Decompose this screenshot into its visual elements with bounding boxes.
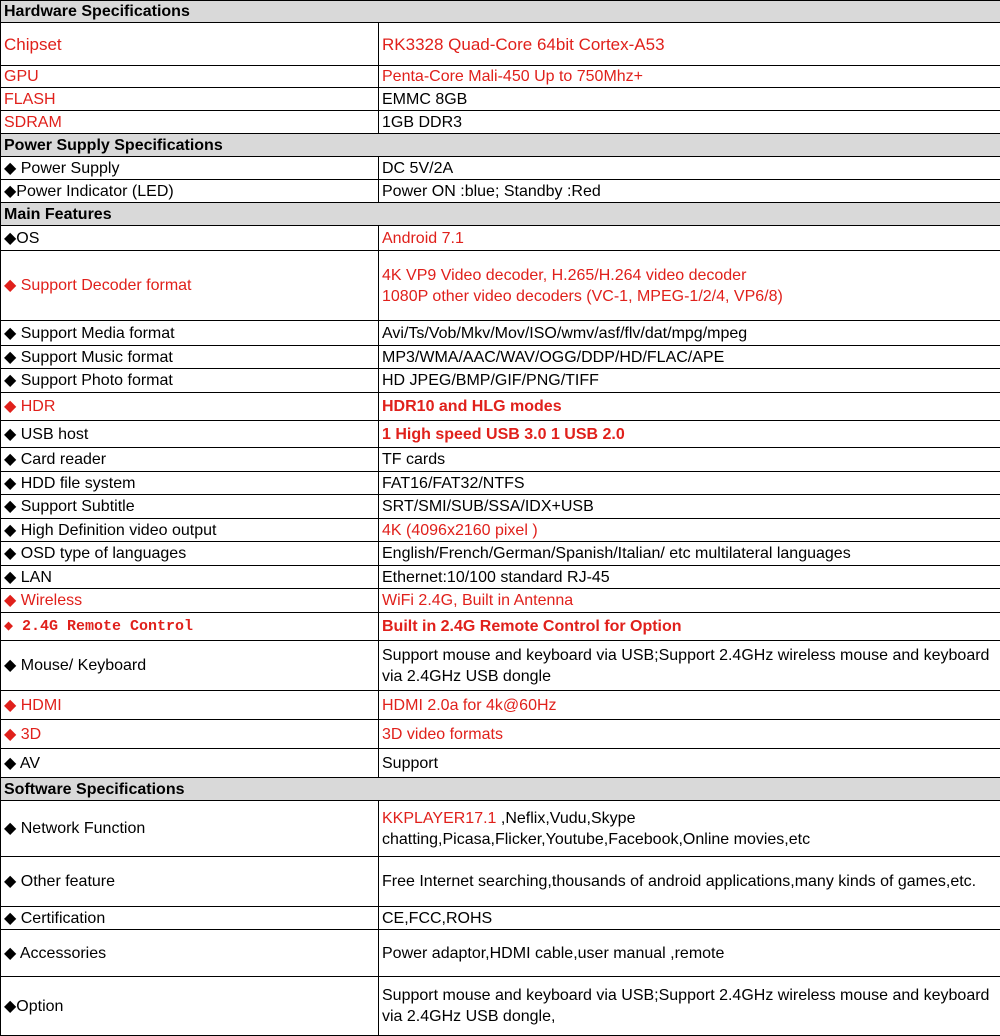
- spec-value: HDR10 and HLG modes: [379, 393, 1000, 421]
- spec-label: ◆ High Definition video output: [1, 519, 379, 542]
- spec-row: [1, 542, 1000, 566]
- spec-row: [1, 180, 1000, 203]
- section-header-row: [1, 778, 1000, 801]
- spec-row: [1, 321, 1000, 346]
- spec-value: Ethernet:10/100 standard RJ-45: [379, 566, 1000, 589]
- spec-label: ◆ Support Subtitle: [1, 495, 379, 519]
- spec-value: CE,FCC,ROHS: [379, 907, 1000, 930]
- spec-row: [1, 613, 1000, 641]
- spec-value: English/French/German/Spanish/Italian/ etc multilateral languages: [379, 542, 1000, 566]
- spec-row: [1, 393, 1000, 421]
- spec-value: Built in 2.4G Remote Control for Option: [379, 613, 1000, 641]
- spec-row: [1, 472, 1000, 495]
- spec-row: [1, 66, 1000, 88]
- section-header: Main Features: [1, 203, 1000, 226]
- spec-label: ◆ Support Music format: [1, 346, 379, 369]
- spec-row: [1, 907, 1000, 930]
- spec-table-body: [1, 1, 1000, 1036]
- spec-label: ◆ Support Photo format: [1, 369, 379, 393]
- spec-value: Free Internet searching,thousands of android applications,many kinds of games,etc.: [379, 857, 1000, 907]
- section-header-row: [1, 1, 1000, 23]
- section-header: Software Specifications: [1, 778, 1000, 801]
- spec-value: SRT/SMI/SUB/SSA/IDX+USB: [379, 495, 1000, 519]
- spec-row: [1, 369, 1000, 393]
- spec-label: ◆ HDMI: [1, 691, 379, 720]
- spec-value: MP3/WMA/AAC/WAV/OGG/DDP/HD/FLAC/APE: [379, 346, 1000, 369]
- spec-label: ◆ Other feature: [1, 857, 379, 907]
- spec-label: ◆ 3D: [1, 720, 379, 749]
- spec-row: [1, 801, 1000, 857]
- spec-value: Penta-Core Mali-450 Up to 750Mhz+: [379, 66, 1000, 88]
- spec-label: ◆ LAN: [1, 566, 379, 589]
- spec-value: EMMC 8GB: [379, 88, 1000, 111]
- spec-row: [1, 589, 1000, 613]
- spec-value: 1GB DDR3: [379, 111, 1000, 134]
- spec-row: [1, 566, 1000, 589]
- spec-value: Power ON :blue; Standby :Red: [379, 180, 1000, 203]
- spec-value: RK3328 Quad-Core 64bit Cortex-A53: [379, 23, 1000, 66]
- spec-label: ◆ Support Media format: [1, 321, 379, 346]
- spec-label: ◆ HDR: [1, 393, 379, 421]
- spec-label: ◆OS: [1, 226, 379, 251]
- spec-label: ◆ Network Function: [1, 801, 379, 857]
- spec-value: HDMI 2.0a for 4k@60Hz: [379, 691, 1000, 720]
- spec-row: [1, 930, 1000, 977]
- spec-label: FLASH: [1, 88, 379, 111]
- spec-label: ◆ OSD type of languages: [1, 542, 379, 566]
- spec-label: SDRAM: [1, 111, 379, 134]
- spec-label: ◆ Certification: [1, 907, 379, 930]
- spec-value: DC 5V/2A: [379, 157, 1000, 180]
- spec-row: [1, 226, 1000, 251]
- spec-value: [379, 801, 1000, 857]
- section-header: Hardware Specifications: [1, 1, 1000, 23]
- spec-row: [1, 691, 1000, 720]
- spec-row: [1, 495, 1000, 519]
- spec-row: [1, 519, 1000, 542]
- spec-row: [1, 720, 1000, 749]
- spec-row: [1, 251, 1000, 321]
- spec-row: [1, 421, 1000, 448]
- spec-label: ◆ 2.4G Remote Control: [1, 613, 379, 641]
- spec-row: [1, 641, 1000, 691]
- spec-label: ◆ Power Supply: [1, 157, 379, 180]
- spec-value: Avi/Ts/Vob/Mkv/Mov/ISO/wmv/asf/flv/dat/mpg/mpeg: [379, 321, 1000, 346]
- spec-value: 3D video formats: [379, 720, 1000, 749]
- spec-label: ◆ Mouse/ Keyboard: [1, 641, 379, 691]
- spec-row: [1, 111, 1000, 134]
- spec-label: ◆ Accessories: [1, 930, 379, 977]
- spec-label: ◆ Card reader: [1, 448, 379, 472]
- spec-row: [1, 749, 1000, 778]
- spec-row: [1, 346, 1000, 369]
- spec-value: WiFi 2.4G, Built in Antenna: [379, 589, 1000, 613]
- spec-row: [1, 23, 1000, 66]
- spec-value: Support mouse and keyboard via USB;Support 2.4GHz wireless mouse and keyboard via 2.4GHz USB dongle,: [379, 977, 1000, 1036]
- spec-row: [1, 977, 1000, 1036]
- spec-value: 1 High speed USB 3.0 1 USB 2.0: [379, 421, 1000, 448]
- section-header: Power Supply Specifications: [1, 134, 1000, 157]
- spec-label: ◆ Support Decoder format: [1, 251, 379, 321]
- spec-label: ◆Option: [1, 977, 379, 1036]
- spec-label: Chipset: [1, 23, 379, 66]
- spec-value: Support mouse and keyboard via USB;Support 2.4GHz wireless mouse and keyboard via 2.4GHz USB dongle: [379, 641, 1000, 691]
- spec-value: HD JPEG/BMP/GIF/PNG/TIFF: [379, 369, 1000, 393]
- spec-value: 4K VP9 Video decoder, H.265/H.264 video decoder 1080P other video decoders (VC-1, MPEG-1/2/4, VP6/8): [379, 251, 1000, 321]
- spec-label: GPU: [1, 66, 379, 88]
- spec-row: [1, 88, 1000, 111]
- spec-row: [1, 448, 1000, 472]
- spec-value: Power adaptor,HDMI cable,user manual ,remote: [379, 930, 1000, 977]
- spec-value: Android 7.1: [379, 226, 1000, 251]
- spec-label: ◆ Wireless: [1, 589, 379, 613]
- section-header-row: [1, 203, 1000, 226]
- spec-value: FAT16/FAT32/NTFS: [379, 472, 1000, 495]
- spec-label: ◆ AV: [1, 749, 379, 778]
- spec-label: ◆ USB host: [1, 421, 379, 448]
- spec-row: [1, 857, 1000, 907]
- spec-value-text: ,Neflix,Vudu,Skype chatting,Picasa,Flicker,Youtube,Facebook,Online movies,etc: [382, 809, 811, 848]
- spec-value-highlight: KKPLAYER17.1: [382, 809, 497, 827]
- spec-row: [1, 157, 1000, 180]
- spec-value: TF cards: [379, 448, 1000, 472]
- spec-label: ◆ HDD file system: [1, 472, 379, 495]
- spec-value: 4K (4096x2160 pixel ): [379, 519, 1000, 542]
- section-header-row: [1, 134, 1000, 157]
- spec-value: Support: [379, 749, 1000, 778]
- spec-label: ◆Power Indicator (LED): [1, 180, 379, 203]
